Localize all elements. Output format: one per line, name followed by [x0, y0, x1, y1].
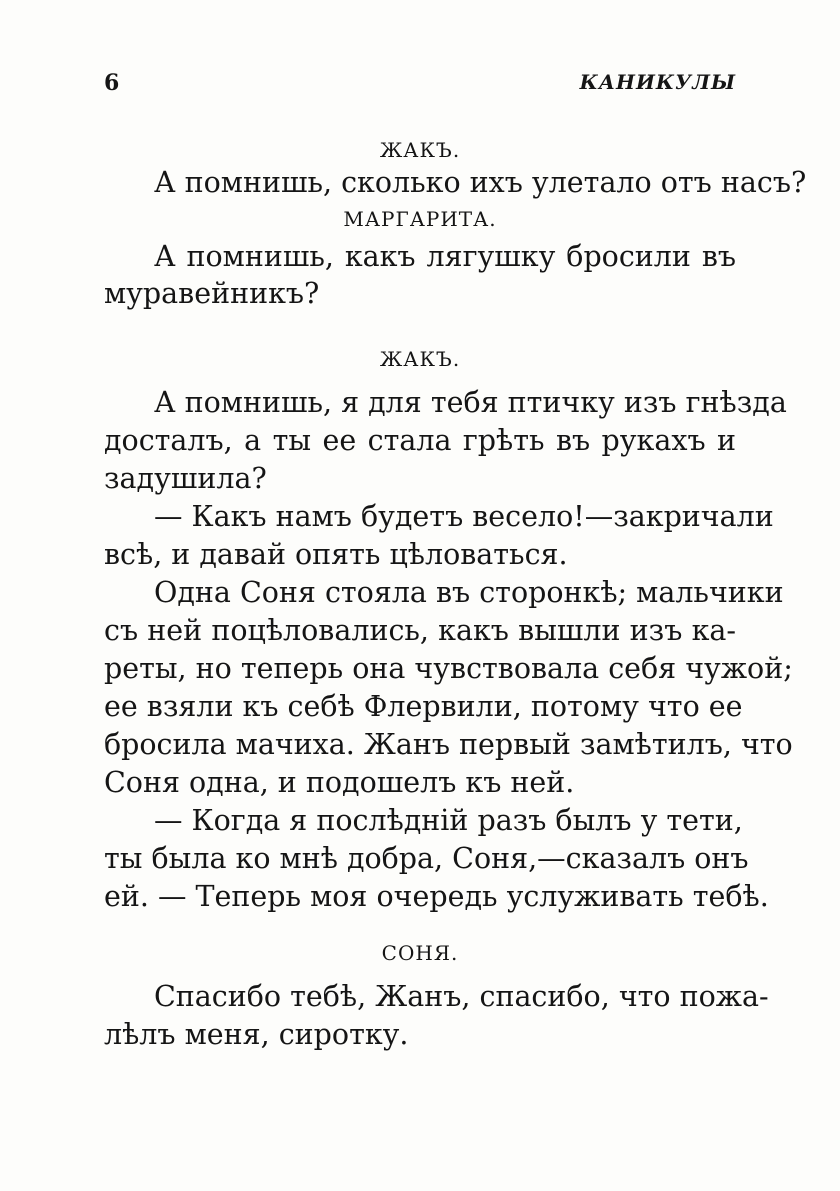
page-number: 6: [104, 70, 120, 96]
text-line: всѣ, и давай опять цѣловаться.: [104, 538, 568, 571]
running-title: КАНИКУЛЫ: [579, 70, 736, 94]
text-line: Соня одна, и подошелъ къ ней.: [104, 766, 575, 799]
page-header: [104, 70, 736, 100]
text-line: ее взяли къ себѣ Флервили, потому что ее: [104, 690, 743, 723]
text-line: ей. — Теперь моя очередь услуживать тебѣ.: [104, 880, 769, 913]
speaker-label: СОНЯ.: [381, 941, 459, 965]
text-line: А помнишь, я для тебя птичку изъ гнѣзда: [154, 386, 787, 419]
text-line: досталъ, а ты ее стала грѣть въ рукахъ и: [104, 424, 736, 457]
text-line: А помнишь, какъ лягушку бросили въ: [154, 240, 736, 273]
text-line: ты была ко мнѣ добра, Соня,—сказалъ онъ: [104, 842, 749, 875]
text-line: лѣлъ меня, сиротку.: [104, 1018, 409, 1051]
text-line: задушила?: [104, 462, 267, 495]
text-line: Спасибо тебѣ, Жанъ, спасибо, что пожа-: [154, 980, 769, 1013]
text-line: А помнишь, сколько ихъ улетало отъ насъ?: [154, 166, 807, 199]
text-line: Одна Соня стояла въ сторонкѣ; мальчики: [154, 576, 784, 609]
speaker-label: ЖАКЪ.: [379, 138, 461, 162]
text-line: — Когда я послѣднiй разъ былъ у тети,: [154, 804, 743, 837]
text-line: реты, но теперь она чувствовала себя чужой;: [104, 652, 793, 685]
text-line: бросила мачиха. Жанъ первый замѣтилъ, что: [104, 728, 793, 761]
text-line: съ ней поцѣловались, какъ вышли изъ ка-: [104, 614, 736, 647]
speaker-label: МАРГАРИТА.: [343, 207, 497, 231]
speaker-label: ЖАКЪ.: [379, 347, 461, 371]
text-line: муравейникъ?: [104, 277, 320, 310]
text-line: — Какъ намъ будетъ весело!—закричали: [154, 500, 774, 533]
